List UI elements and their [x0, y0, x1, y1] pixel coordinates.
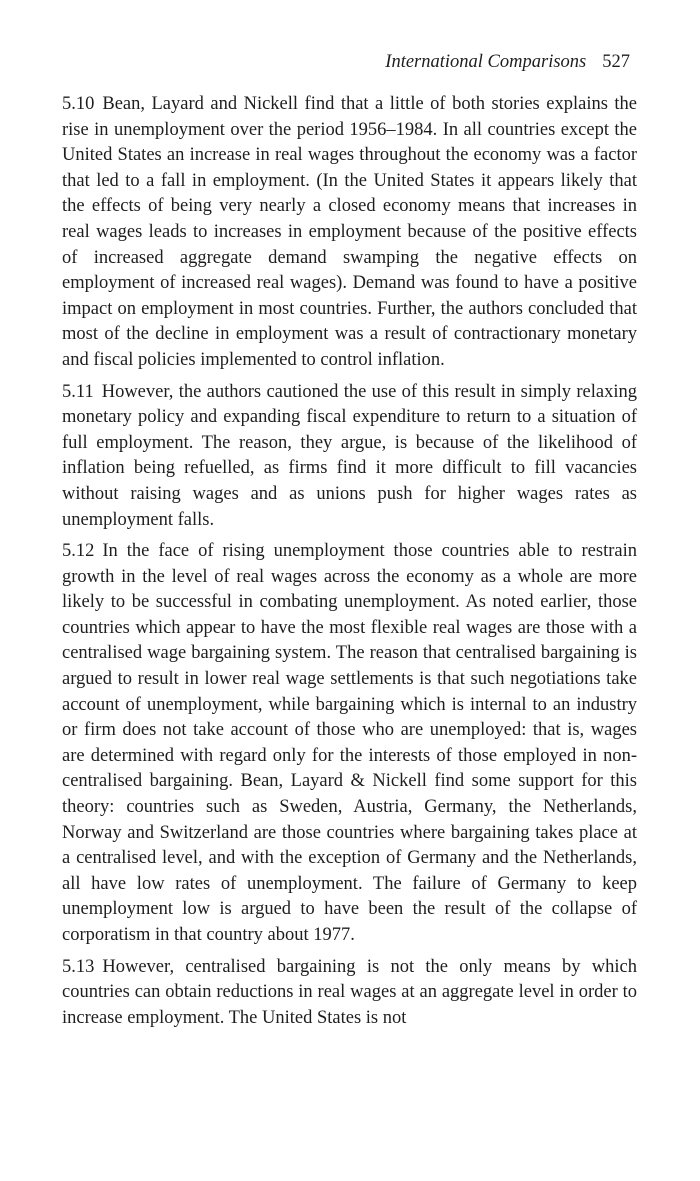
paragraph-text: In the face of rising unemployment those countries able to restrain growth in the level of real wages across the economy as a whole are more likely to be successful in combating unemployment. As noted earlier, those countries which appear to have the most flexible real wages are those with a centralised wage bargaining system. The reason that centralised bargaining is argued to result in lower real wage settlements is that such negotiations take account of unemployment, while bargaining which is internal to an industry or firm does not take account of those who are unemployed: that is, wages are determined with regard only for the interests of those employed in non-centralised bargaining. Bean, Layard & Nickell find some support for this theory: countries such as Sweden, Austria, Germany, the Netherlands, Norway and Switzerland are those countries where bargaining takes place at a centralised level, and with the exception of Germany and the Netherlands, all have low rates of unemployment. The failure of Germany to keep unemployment low is argued to have been the result of the collapse of corporatism in that country about 1977.: [62, 541, 637, 945]
running-head: [385, 50, 630, 74]
body-text: [62, 92, 637, 1037]
paragraph-5-10: [62, 92, 637, 374]
paragraph-number: 5.12: [62, 541, 95, 562]
paragraph-number: 5.11: [62, 381, 94, 402]
paragraph-text: However, the authors cautioned the use of this result in simply relaxing monetary policy and expanding fiscal expenditure to return to a situation of full employment. The reason, they argue, is because of the likelihood of inflation being refuelled, as firms find it more difficult to fill vacancies without raising wages and as unions push for higher wages rates as unemployment falls.: [62, 381, 637, 530]
paragraph-text: Bean, Layard and Nickell find that a little of both stories explains the rise in unemployment over the period 1956–1984. In all countries except the United States an increase in real wages throughout the economy was a factor that led to a fall in employment. (In the United States it appears likely that the effects of being very nearly a closed economy means that increases in real wages leads to increases in employment because of the positive effects of increased aggregate demand swamping the negative effects on employment of increased real wages). Demand was found to have a positive impact on employment in most countries. Further, the authors concluded that most of the decline in employment was a result of contractionary monetary and fiscal policies implemented to control inflation.: [62, 94, 637, 370]
paragraph-text: However, centralised bargaining is not the only means by which countries can obtain reductions in real wages at an aggregate level in order to increase employment. The United States is not: [62, 956, 637, 1028]
running-title: International Comparisons: [385, 52, 587, 72]
paragraph-5-13: [62, 955, 637, 1032]
paragraph-5-11: [62, 380, 637, 534]
paragraph-number: 5.13: [62, 956, 95, 977]
page-number: 527: [602, 52, 630, 72]
paragraph-5-12: [62, 539, 637, 949]
paragraph-number: 5.10: [62, 94, 95, 114]
